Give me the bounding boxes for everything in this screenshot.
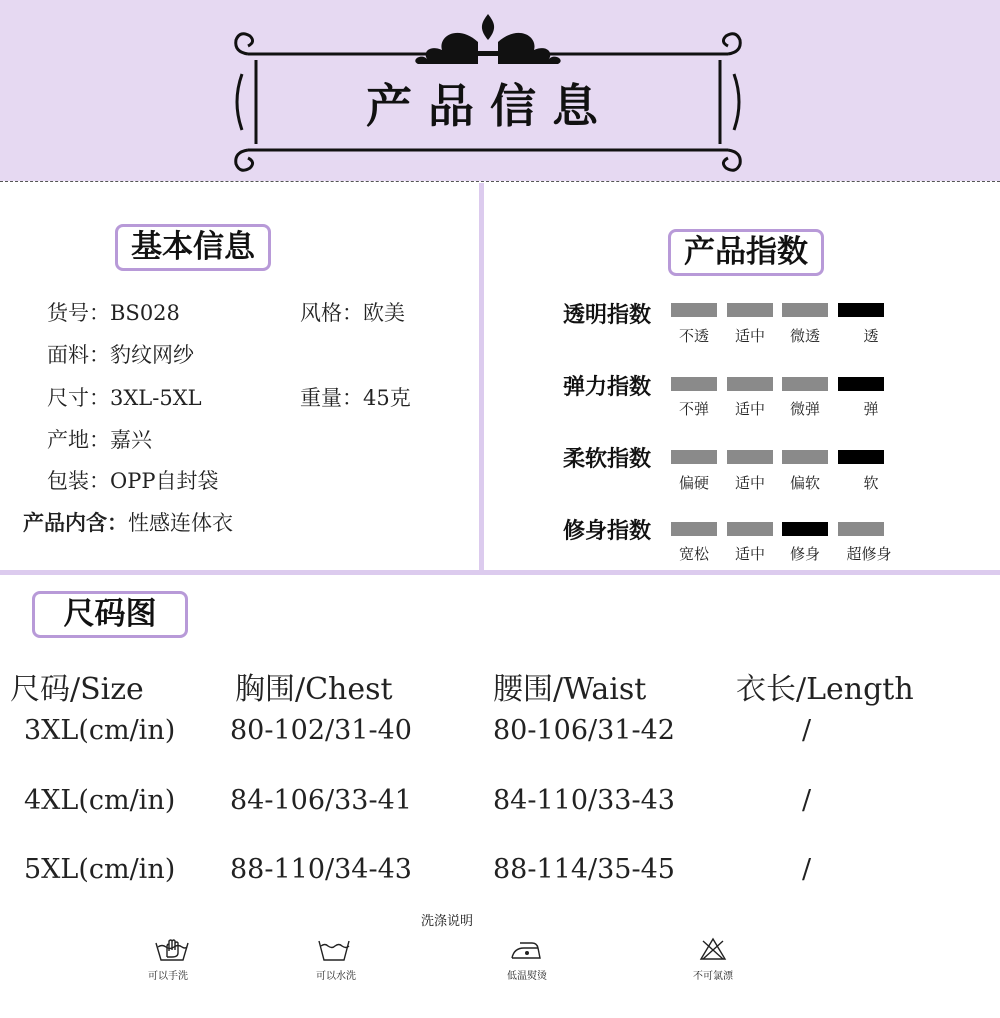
index-bar [727, 522, 773, 536]
index-level-label: 弹 [863, 400, 879, 418]
index-bar [782, 377, 828, 391]
info-value: BS028 [110, 301, 180, 325]
index-bar [838, 522, 884, 536]
horizontal-divider [0, 570, 1000, 575]
index-label-softness: 柔软指数 [563, 447, 652, 472]
index-level-label: 适中 [734, 545, 765, 563]
waist-cell: 84-110/33-43 [493, 785, 675, 816]
info-value: 嘉兴 [110, 428, 152, 452]
index-bar [671, 303, 717, 317]
wash-label: 低温熨烫 [507, 971, 547, 982]
index-bar [782, 450, 828, 464]
index-level-label: 修身 [789, 545, 820, 563]
no-bleach-icon [699, 937, 727, 961]
info-item-origin [47, 424, 152, 454]
index-bar [782, 522, 828, 536]
length-cell: / [802, 715, 812, 746]
info-value: OPP自封袋 [110, 469, 219, 493]
info-item-packaging [47, 465, 218, 495]
chest-cell: 84-106/33-41 [230, 785, 412, 816]
wash-label: 可以手洗 [148, 971, 188, 982]
info-value: 豹纹网纱 [110, 343, 194, 367]
length-col-header: 衣长/Length [736, 672, 914, 707]
index-bar [727, 450, 773, 464]
index-level-label: 微透 [789, 327, 820, 345]
index-bar [671, 377, 717, 391]
size-col-header: 尺码/Size [10, 672, 144, 707]
index-level-label: 微弹 [789, 400, 820, 418]
vertical-divider [479, 183, 484, 571]
chest-col-header: 胸围/Chest [235, 672, 393, 707]
size-cell: 3XL(cm/in) [24, 715, 176, 746]
chest-cell: 80-102/31-40 [230, 715, 412, 746]
index-bar [838, 450, 884, 464]
wash-label: 可以水洗 [316, 971, 356, 982]
index-level-label: 适中 [734, 327, 765, 345]
info-label: 产地： [47, 428, 110, 452]
index-level-label: 宽松 [678, 545, 709, 563]
index-level-label: 不透 [678, 327, 709, 345]
banner-divider [0, 181, 1000, 182]
index-bar [838, 377, 884, 391]
washing-title: 洗涤说明 [420, 914, 473, 929]
low-iron-icon [510, 938, 542, 962]
info-label: 产品内含： [23, 511, 128, 535]
info-item-style [300, 297, 405, 327]
index-level-label: 透 [863, 327, 879, 345]
index-level-label: 超修身 [846, 545, 892, 563]
index-bar [727, 377, 773, 391]
index-bar [671, 450, 717, 464]
index-label-transparency: 透明指数 [563, 303, 652, 328]
basic-info-heading: 基本信息 [115, 224, 271, 271]
product-index-heading: 产品指数 [668, 229, 824, 276]
wash-label: 不可氯漂 [693, 971, 733, 982]
info-value: 45克 [363, 386, 411, 410]
index-label-elasticity: 弹力指数 [563, 375, 652, 400]
machine-wash-icon [316, 937, 352, 963]
index-level-label: 不弹 [678, 400, 709, 418]
length-cell: / [802, 854, 812, 885]
info-item-weight [300, 382, 411, 412]
info-value: 欧美 [363, 301, 405, 325]
size-cell: 4XL(cm/in) [24, 785, 176, 816]
index-bar [727, 303, 773, 317]
waist-cell: 88-114/35-45 [493, 854, 675, 885]
info-label: 尺寸： [47, 386, 110, 410]
index-level-label: 偏硬 [678, 474, 709, 492]
index-level-label: 适中 [734, 474, 765, 492]
info-label: 面料： [47, 343, 110, 367]
index-level-label: 软 [863, 474, 879, 492]
chest-cell: 88-110/34-43 [230, 854, 412, 885]
index-level-label: 偏软 [789, 474, 820, 492]
info-item-contents [23, 507, 233, 537]
size-cell: 5XL(cm/in) [24, 854, 176, 885]
index-bar [671, 522, 717, 536]
index-bar [782, 303, 828, 317]
size-chart-heading: 尺码图 [32, 591, 188, 638]
info-value: 3XL-5XL [110, 386, 202, 410]
hand-wash-icon [153, 935, 191, 963]
info-label: 包装： [47, 469, 110, 493]
index-bar [838, 303, 884, 317]
waist-col-header: 腰围/Waist [493, 672, 647, 707]
info-value: 性感连体衣 [128, 511, 233, 535]
info-label: 重量： [300, 386, 363, 410]
info-item-sku [47, 297, 180, 327]
waist-cell: 80-106/31-42 [493, 715, 675, 746]
info-item-fabric [47, 339, 194, 369]
index-label-fit: 修身指数 [563, 519, 652, 544]
info-item-size [47, 382, 202, 412]
index-level-label: 适中 [734, 400, 765, 418]
info-label: 风格： [300, 301, 363, 325]
info-label: 货号： [47, 301, 110, 325]
length-cell: / [802, 785, 812, 816]
page-title: 产品信息 [366, 79, 614, 133]
